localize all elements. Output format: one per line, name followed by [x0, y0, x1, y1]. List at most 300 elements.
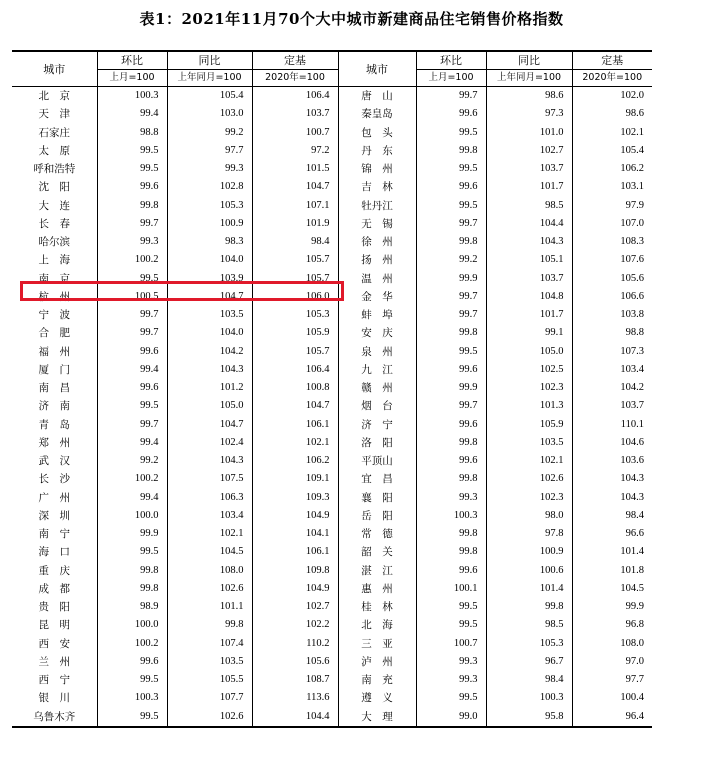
- yoy-value: 98.4: [486, 671, 572, 689]
- yoy-value: 99.8: [486, 598, 572, 616]
- city-name: 呼和浩特: [33, 163, 76, 176]
- yoy-value: 104.0: [167, 324, 252, 342]
- fixed-value: 104.3: [572, 489, 652, 507]
- mom-value: 100.7: [416, 635, 486, 653]
- yoy-value: 98.5: [486, 616, 572, 634]
- mom-value: 99.6: [416, 178, 486, 196]
- yoy-value: 98.6: [486, 87, 572, 106]
- fixed-value: 113.6: [252, 689, 338, 707]
- mom-value: 99.8: [416, 324, 486, 342]
- fixed-value: 97.2: [252, 142, 338, 160]
- fixed-value: 102.0: [572, 87, 652, 106]
- mom-value: 99.7: [416, 288, 486, 306]
- city-name: 海 口: [38, 546, 70, 559]
- mom-value: 99.2: [416, 251, 486, 269]
- mom-value: 99.5: [416, 616, 486, 634]
- table-row: [12, 124, 652, 142]
- city-name: 三 亚: [338, 635, 416, 653]
- fixed-value: 109.1: [252, 470, 338, 488]
- mom-value: 99.2: [97, 452, 167, 470]
- fixed-value: 105.7: [252, 343, 338, 361]
- mom-value: 100.3: [416, 507, 486, 525]
- city-name: 赣 州: [338, 379, 416, 397]
- city-name: 温 州: [338, 270, 416, 288]
- city-name: 上 海: [38, 254, 70, 267]
- city-name: 郑 州: [38, 436, 70, 449]
- fixed-value: 101.4: [572, 543, 652, 561]
- fixed-value: 98.4: [572, 507, 652, 525]
- yoy-value: 108.0: [167, 562, 252, 580]
- yoy-value: 102.7: [486, 142, 572, 160]
- yoy-value: 98.0: [486, 507, 572, 525]
- mom-value: 99.8: [416, 470, 486, 488]
- fixed-value: 110.2: [252, 635, 338, 653]
- yoy-value: 104.7: [167, 416, 252, 434]
- mom-value: 99.8: [416, 434, 486, 452]
- yoy-value: 103.7: [486, 270, 572, 288]
- city-name: 南 京: [38, 272, 70, 285]
- city-name: 北 京: [38, 90, 70, 103]
- table-row: [12, 580, 652, 598]
- fixed-value: 105.4: [572, 142, 652, 160]
- page-title: 表1：2021年11月70个大中城市新建商品住宅销售价格指数: [139, 10, 564, 28]
- city-name: 秦皇岛: [338, 105, 416, 123]
- fixed-value: 105.6: [572, 270, 652, 288]
- yoy-value: 100.9: [486, 543, 572, 561]
- yoy-value: 99.1: [486, 324, 572, 342]
- fixed-base-header-2: 2020年=100: [572, 70, 652, 87]
- mom-value: 99.5: [416, 343, 486, 361]
- mom-value: 98.9: [97, 598, 167, 616]
- fixed-value: 104.1: [252, 525, 338, 543]
- city-name: 襄 阳: [338, 489, 416, 507]
- mom-value: 99.4: [97, 105, 167, 123]
- city-name: 杭 州: [38, 290, 70, 303]
- mom-value: 99.8: [97, 197, 167, 215]
- city-name: 吉 林: [338, 178, 416, 196]
- mom-value: 100.0: [97, 616, 167, 634]
- table-body: [12, 87, 652, 727]
- yoy-value: 97.3: [486, 105, 572, 123]
- table-row: [12, 525, 652, 543]
- mom-value: 99.6: [97, 343, 167, 361]
- city-name: 徐 州: [338, 233, 416, 251]
- city-name: 唐 山: [338, 87, 416, 106]
- city-name: 成 都: [38, 582, 70, 595]
- fixed-value: 100.7: [252, 124, 338, 142]
- yoy-value: 102.1: [167, 525, 252, 543]
- city-name: 常 德: [338, 525, 416, 543]
- mom-value: 99.4: [97, 434, 167, 452]
- yoy-value: 103.7: [486, 160, 572, 178]
- table-row: [12, 434, 652, 452]
- yoy-header-2: 同比: [486, 51, 572, 70]
- yoy-base-header: 上年同月=100: [167, 70, 252, 87]
- table-row: [12, 361, 652, 379]
- city-name: 桂 林: [338, 598, 416, 616]
- yoy-value: 103.0: [167, 105, 252, 123]
- mom-value: 99.7: [416, 215, 486, 233]
- table-row: [12, 379, 652, 397]
- yoy-value: 105.0: [486, 343, 572, 361]
- yoy-value: 105.4: [167, 87, 252, 106]
- mom-value: 99.5: [97, 160, 167, 178]
- fixed-value: 104.9: [252, 507, 338, 525]
- fixed-value: 102.1: [572, 124, 652, 142]
- mom-base-header-2: 上月=100: [416, 70, 486, 87]
- fixed-value: 100.4: [572, 689, 652, 707]
- yoy-value: 101.7: [486, 306, 572, 324]
- mom-value: 99.6: [416, 452, 486, 470]
- mom-base-header: 上月=100: [97, 70, 167, 87]
- fixed-value: 105.6: [252, 653, 338, 671]
- city-name: 长 沙: [38, 473, 70, 486]
- city-name: 重 庆: [38, 564, 70, 577]
- table-row: [12, 470, 652, 488]
- mom-value: 98.8: [97, 124, 167, 142]
- mom-value: 99.5: [416, 160, 486, 178]
- fixed-value: 106.1: [252, 543, 338, 561]
- table-row: [12, 452, 652, 470]
- yoy-header: 同比: [167, 51, 252, 70]
- mom-value: 99.8: [97, 580, 167, 598]
- city-name: 岳 阳: [338, 507, 416, 525]
- city-name: 兰 州: [38, 655, 70, 668]
- city-name: 九 江: [338, 361, 416, 379]
- fixed-value: 107.3: [572, 343, 652, 361]
- yoy-value: 103.5: [167, 306, 252, 324]
- mom-value: 99.5: [97, 708, 167, 727]
- table-row: [12, 397, 652, 415]
- yoy-value: 100.3: [486, 689, 572, 707]
- yoy-value: 103.5: [167, 653, 252, 671]
- fixed-value: 104.7: [252, 397, 338, 415]
- table-row: [12, 416, 652, 434]
- table-row: [12, 598, 652, 616]
- mom-value: 99.5: [416, 689, 486, 707]
- fixed-value: 106.6: [572, 288, 652, 306]
- mom-header-2: 环比: [416, 51, 486, 70]
- yoy-value: 107.4: [167, 635, 252, 653]
- mom-value: 99.3: [416, 653, 486, 671]
- fixed-value: 104.7: [252, 178, 338, 196]
- fixed-value: 104.5: [572, 580, 652, 598]
- fixed-value: 96.4: [572, 708, 652, 727]
- fixed-value: 102.7: [252, 598, 338, 616]
- mom-value: 99.8: [416, 525, 486, 543]
- mom-value: 99.7: [97, 215, 167, 233]
- yoy-value: 104.5: [167, 543, 252, 561]
- yoy-value: 95.8: [486, 708, 572, 727]
- yoy-value: 102.6: [167, 580, 252, 598]
- mom-value: 99.3: [97, 233, 167, 251]
- city-name: 昆 明: [38, 619, 70, 632]
- fixed-value: 96.6: [572, 525, 652, 543]
- mom-value: 99.8: [416, 233, 486, 251]
- yoy-value: 102.1: [486, 452, 572, 470]
- mom-value: 100.2: [97, 635, 167, 653]
- table-row: [12, 288, 652, 306]
- yoy-value: 102.3: [486, 489, 572, 507]
- city-name: 洛 阳: [338, 434, 416, 452]
- mom-value: 99.0: [416, 708, 486, 727]
- mom-value: 99.8: [416, 543, 486, 561]
- fixed-value: 102.2: [252, 616, 338, 634]
- city-name: 泸 州: [338, 653, 416, 671]
- mom-value: 99.5: [416, 598, 486, 616]
- fixed-value: 110.1: [572, 416, 652, 434]
- fixed-value: 108.0: [572, 635, 652, 653]
- mom-value: 100.2: [97, 470, 167, 488]
- table-row: [12, 635, 652, 653]
- city-name: 大 理: [338, 708, 416, 727]
- fixed-value: 107.6: [572, 251, 652, 269]
- mom-value: 100.5: [97, 288, 167, 306]
- mom-value: 100.3: [97, 87, 167, 106]
- city-name: 牡丹江: [338, 197, 416, 215]
- yoy-value: 104.2: [167, 343, 252, 361]
- table-row: [12, 306, 652, 324]
- city-name: 合 肥: [38, 327, 70, 340]
- mom-value: 99.6: [416, 562, 486, 580]
- city-name: 蚌 埠: [338, 306, 416, 324]
- city-name: 北 海: [338, 616, 416, 634]
- mom-value: 99.6: [416, 416, 486, 434]
- table-row: [12, 671, 652, 689]
- mom-value: 99.6: [97, 178, 167, 196]
- yoy-value: 101.4: [486, 580, 572, 598]
- fixed-value: 100.8: [252, 379, 338, 397]
- table-row: [12, 562, 652, 580]
- yoy-value: 106.3: [167, 489, 252, 507]
- fixed-value: 105.7: [252, 251, 338, 269]
- table-row: [12, 87, 652, 106]
- yoy-value: 104.3: [167, 361, 252, 379]
- city-name: 南 昌: [38, 382, 70, 395]
- fixed-value: 98.8: [572, 324, 652, 342]
- yoy-value: 105.5: [167, 671, 252, 689]
- city-name: 平顶山: [338, 452, 416, 470]
- yoy-value: 104.3: [486, 233, 572, 251]
- yoy-value: 103.4: [167, 507, 252, 525]
- mom-value: 99.5: [416, 197, 486, 215]
- city-name: 无 锡: [338, 215, 416, 233]
- table-row: [12, 708, 652, 727]
- fixed-value: 106.4: [252, 361, 338, 379]
- city-name: 大 连: [38, 199, 70, 212]
- city-name: 丹 东: [338, 142, 416, 160]
- yoy-base-header-2: 上年同月=100: [486, 70, 572, 87]
- fixed-value: 103.7: [572, 397, 652, 415]
- yoy-value: 99.2: [167, 124, 252, 142]
- yoy-value: 99.8: [167, 616, 252, 634]
- fixed-value: 101.9: [252, 215, 338, 233]
- fixed-value: 97.9: [572, 197, 652, 215]
- city-name: 遵 义: [338, 689, 416, 707]
- table-row: [12, 142, 652, 160]
- mom-header: 环比: [97, 51, 167, 70]
- yoy-value: 105.1: [486, 251, 572, 269]
- mom-value: 99.9: [416, 379, 486, 397]
- fixed-value: 105.9: [252, 324, 338, 342]
- table-row: [12, 653, 652, 671]
- mom-value: 99.7: [416, 87, 486, 106]
- mom-value: 99.5: [97, 270, 167, 288]
- city-header-2: 城市: [338, 51, 416, 87]
- mom-value: 99.5: [97, 142, 167, 160]
- city-name: 长 春: [38, 217, 70, 230]
- yoy-value: 104.3: [167, 452, 252, 470]
- mom-value: 100.1: [416, 580, 486, 598]
- fixed-value: 105.7: [252, 270, 338, 288]
- fixed-value: 98.4: [252, 233, 338, 251]
- city-name: 济 南: [38, 400, 70, 413]
- yoy-value: 100.6: [486, 562, 572, 580]
- yoy-value: 98.3: [167, 233, 252, 251]
- fixed-value: 108.7: [252, 671, 338, 689]
- city-name: 泉 州: [338, 343, 416, 361]
- mom-value: 99.3: [416, 671, 486, 689]
- fixed-value: 107.1: [252, 197, 338, 215]
- mom-value: 99.8: [416, 142, 486, 160]
- mom-value: 99.7: [97, 306, 167, 324]
- city-name: 宜 昌: [338, 470, 416, 488]
- yoy-value: 102.3: [486, 379, 572, 397]
- fixed-value: 97.0: [572, 653, 652, 671]
- city-name: 厦 门: [38, 363, 70, 376]
- yoy-value: 103.5: [486, 434, 572, 452]
- mom-value: 99.6: [97, 379, 167, 397]
- city-name: 烟 台: [338, 397, 416, 415]
- mom-value: 99.9: [416, 270, 486, 288]
- city-name: 南 宁: [38, 528, 70, 541]
- yoy-value: 99.3: [167, 160, 252, 178]
- fixed-value: 103.7: [252, 105, 338, 123]
- mom-value: 99.5: [97, 397, 167, 415]
- mom-value: 99.9: [97, 525, 167, 543]
- fixed-value: 106.1: [252, 416, 338, 434]
- fixed-header-2: 定基: [572, 51, 652, 70]
- mom-value: 99.7: [97, 416, 167, 434]
- mom-value: 100.2: [97, 251, 167, 269]
- fixed-value: 108.3: [572, 233, 652, 251]
- city-name: 济 宁: [338, 416, 416, 434]
- fixed-value: 103.4: [572, 361, 652, 379]
- city-name: 沈 阳: [38, 181, 70, 194]
- table-row: [12, 160, 652, 178]
- table-row: [12, 215, 652, 233]
- mom-value: 99.7: [416, 306, 486, 324]
- yoy-value: 105.3: [486, 635, 572, 653]
- mom-value: 99.8: [97, 562, 167, 580]
- yoy-value: 104.4: [486, 215, 572, 233]
- fixed-value: 109.3: [252, 489, 338, 507]
- header-row-top: [12, 51, 652, 70]
- yoy-value: 105.3: [167, 197, 252, 215]
- city-name: 太 原: [38, 144, 70, 157]
- city-name: 惠 州: [338, 580, 416, 598]
- table-row: [12, 251, 652, 269]
- city-name: 青 岛: [38, 418, 70, 431]
- fixed-value: 104.6: [572, 434, 652, 452]
- city-name: 包 头: [338, 124, 416, 142]
- fixed-value: 101.5: [252, 160, 338, 178]
- fixed-value: 98.6: [572, 105, 652, 123]
- fixed-value: 101.8: [572, 562, 652, 580]
- yoy-value: 103.9: [167, 270, 252, 288]
- city-name: 贵 阳: [38, 601, 70, 614]
- yoy-value: 101.1: [167, 598, 252, 616]
- table-row: [12, 197, 652, 215]
- yoy-value: 100.9: [167, 215, 252, 233]
- mom-value: 99.6: [416, 361, 486, 379]
- yoy-value: 105.0: [167, 397, 252, 415]
- city-name: 银 川: [38, 692, 70, 705]
- city-name: 福 州: [38, 345, 70, 358]
- table-row: [12, 543, 652, 561]
- fixed-value: 104.4: [252, 708, 338, 727]
- fixed-value: 104.9: [252, 580, 338, 598]
- header-row-bottom: [12, 70, 652, 87]
- fixed-value: 102.1: [252, 434, 338, 452]
- city-name: 安 庆: [338, 324, 416, 342]
- yoy-value: 104.7: [167, 288, 252, 306]
- fixed-header: 定基: [252, 51, 338, 70]
- city-name: 西 宁: [38, 674, 70, 687]
- table-row: [12, 324, 652, 342]
- city-name: 乌鲁木齐: [12, 708, 97, 727]
- mom-value: 100.3: [97, 689, 167, 707]
- mom-value: 99.7: [97, 324, 167, 342]
- table-row: [12, 616, 652, 634]
- city-name: 天 津: [38, 108, 70, 121]
- table-row: [12, 270, 652, 288]
- city-name: 西 安: [38, 637, 70, 650]
- city-name: 石家庄: [38, 126, 70, 139]
- table-row: [12, 105, 652, 123]
- yoy-value: 101.3: [486, 397, 572, 415]
- fixed-value: 96.8: [572, 616, 652, 634]
- yoy-value: 102.6: [486, 470, 572, 488]
- table-row: [12, 489, 652, 507]
- yoy-value: 101.2: [167, 379, 252, 397]
- fixed-value: 106.4: [252, 87, 338, 106]
- yoy-value: 101.7: [486, 178, 572, 196]
- fixed-base-header: 2020年=100: [252, 70, 338, 87]
- table-row: [12, 689, 652, 707]
- fixed-value: 103.8: [572, 306, 652, 324]
- mom-value: 99.6: [416, 105, 486, 123]
- yoy-value: 104.0: [167, 251, 252, 269]
- yoy-value: 97.8: [486, 525, 572, 543]
- yoy-value: 97.7: [167, 142, 252, 160]
- fixed-value: 104.2: [572, 379, 652, 397]
- mom-value: 100.0: [97, 507, 167, 525]
- city-name: 深 圳: [38, 509, 70, 522]
- yoy-value: 104.8: [486, 288, 572, 306]
- fixed-value: 103.1: [572, 178, 652, 196]
- city-name: 韶 关: [338, 543, 416, 561]
- fixed-value: 106.0: [252, 288, 338, 306]
- fixed-value: 103.6: [572, 452, 652, 470]
- city-name: 金 华: [338, 288, 416, 306]
- city-name: 宁 波: [38, 309, 70, 322]
- yoy-value: 102.8: [167, 178, 252, 196]
- mom-value: 99.5: [97, 671, 167, 689]
- table-row: [12, 507, 652, 525]
- yoy-value: 107.7: [167, 689, 252, 707]
- city-header: 城市: [43, 62, 66, 76]
